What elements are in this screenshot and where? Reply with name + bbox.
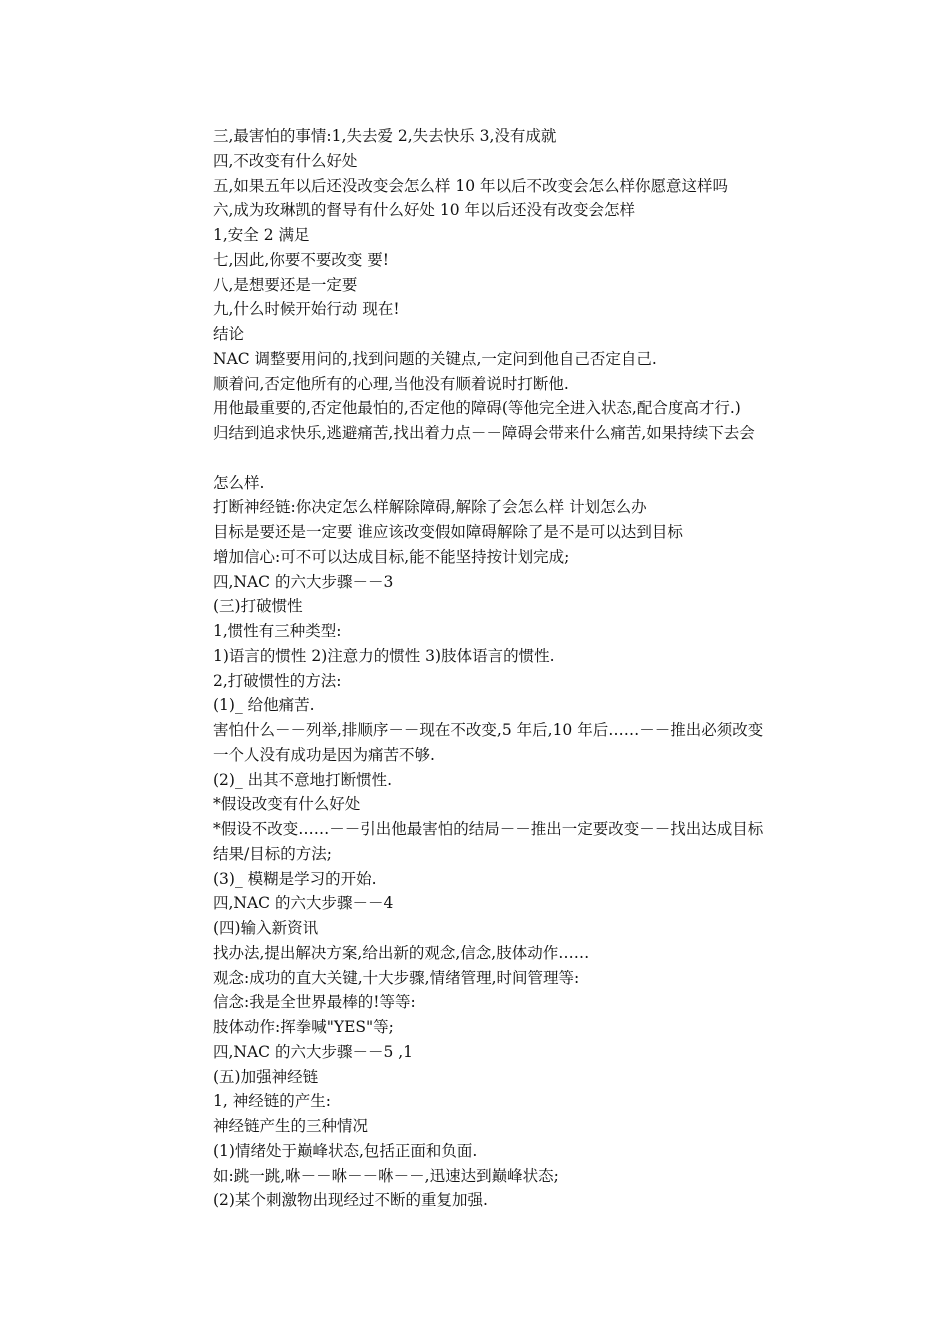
text-line: 神经链产生的三种情况 xyxy=(213,1117,369,1135)
text-line: 四,NAC 的六大步骤－－5 ,1 xyxy=(213,1042,414,1061)
text-line: 三,最害怕的事情:1,失去爱 2,失去快乐 3,没有成就 xyxy=(213,127,557,145)
text-line: 四,不改变有什么好处 xyxy=(213,151,358,170)
text-line: 归结到追求快乐,逃避痛苦,找出着力点－－障碍会带来什么痛苦,如果持续下去会 xyxy=(213,424,755,442)
text-line: 1)语言的惯性 2)注意力的惯性 3)肢体语言的惯性. xyxy=(213,646,555,665)
text-line: 增加信心:可不可以达成目标,能不能坚持按计划完成; xyxy=(213,547,570,566)
text-line: 目标是要还是一定要 谁应该改变假如障碍解除了是不是可以达到目标 xyxy=(213,523,683,541)
text-line: (2)某个刺激物出现经过不断的重复加强. xyxy=(213,1191,488,1210)
text-line: 九,什么时候开始行动 现在! xyxy=(213,300,400,319)
text-line: 五,如果五年以后还没改变会怎么样 10 年以后不改变会怎么样你愿意这样吗 xyxy=(213,176,729,195)
text-line: NAC 调整要用问的,找到问题的关键点,一定问到他自己否定自己. xyxy=(213,349,657,368)
text-line: 顺着问,否定他所有的心理,当他没有顺着说时打断他. xyxy=(213,374,569,393)
text-line: *假设改变有什么好处 xyxy=(213,795,361,814)
text-line: (四)输入新资讯 xyxy=(213,919,319,937)
text-line: (1)情绪处于巅峰状态,包括正面和负面. xyxy=(213,1141,478,1160)
text-line: 2,打破惯性的方法: xyxy=(213,671,342,690)
text-line: *假设不改变……－－引出他最害怕的结局－－推出一定要改变－－找出达成目标 xyxy=(213,820,764,838)
text-line: 七,因此,你要不要改变 要! xyxy=(213,250,390,269)
text-line: 结论 xyxy=(213,325,245,343)
text-line: (五)加强神经链 xyxy=(213,1067,319,1086)
text-line: 打断神经链:你决定怎么样解除障碍,解除了会怎么样 计划怎么办 xyxy=(213,498,647,517)
document-body xyxy=(213,124,833,1213)
text-line: 结果/目标的方法; xyxy=(213,844,332,863)
text-line: 1,安全 2 满足 xyxy=(213,226,310,244)
text-line: 如:跳一跳,咻－－咻－－咻－－,迅速达到巅峰状态; xyxy=(213,1166,559,1185)
text-line: 观念:成功的直大关键,十大步骤,情绪管理,时间管理等: xyxy=(213,968,580,987)
text-line: 害怕什么－－列举,排顺序－－现在不改变,5 年后,10 年后……－－推出必须改变 xyxy=(213,721,764,739)
text-line: 肢体动作:挥拳喊"YES"等; xyxy=(213,1018,394,1036)
text-line: 四,NAC 的六大步骤－－3 xyxy=(213,572,394,591)
text-line: 用他最重要的,否定他最怕的,否定他的障碍(等他完全进入状态,配合度高才行.) xyxy=(213,399,741,418)
text-line: 八,是想要还是一定要 xyxy=(213,275,358,294)
text-line: 四,NAC 的六大步骤－－4 xyxy=(213,894,394,913)
text-line: 一个人没有成功是因为痛苦不够. xyxy=(213,745,435,764)
text-line: 找办法,提出解决方案,给出新的观念,信念,肢体动作…… xyxy=(213,943,590,962)
text-line: (2)_ 出其不意地打断惯性. xyxy=(213,770,393,789)
text-line: 1, 神经链的产生: xyxy=(213,1092,331,1111)
text-line: 怎么样. xyxy=(213,473,265,492)
blank-line xyxy=(213,446,833,471)
text-line: (三)打破惯性 xyxy=(213,597,303,616)
text-line: 1,惯性有三种类型: xyxy=(213,622,342,640)
text-line: (1)_ 给他痛苦. xyxy=(213,696,315,715)
text-line: (3)_ 模糊是学习的开始. xyxy=(213,869,377,888)
text-line: 信念:我是全世界最棒的!等等: xyxy=(213,993,416,1012)
text-line: 六,成为玫琳凯的督导有什么好处 10 年以后还没有改变会怎样 xyxy=(213,201,636,220)
